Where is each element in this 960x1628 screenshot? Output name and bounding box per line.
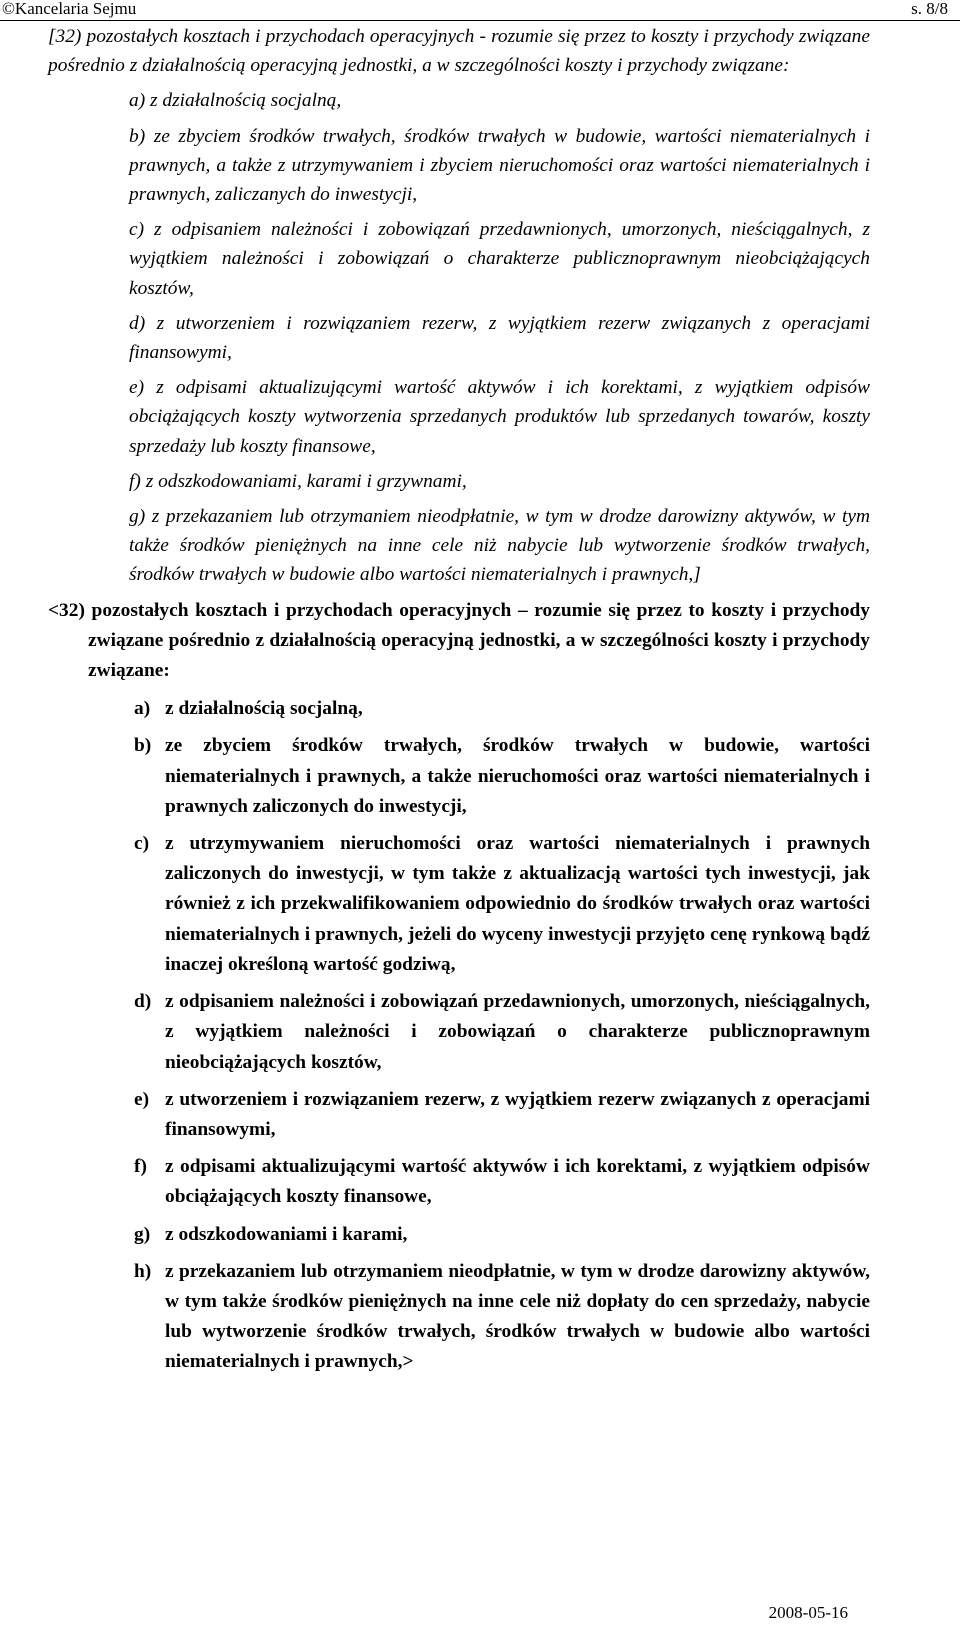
- item-label: d): [134, 991, 152, 1013]
- item-label: e): [134, 1088, 150, 1110]
- new-item-h: [134, 1257, 870, 1378]
- new-item-e: [134, 1085, 870, 1145]
- item-label: a): [134, 698, 151, 720]
- new-item-f: [134, 1152, 870, 1212]
- item-label: h): [134, 1260, 152, 1282]
- new-intro-paragraph: <32) pozostałych kosztach i przychodach operacyjnych – rozumie się przez to koszty i przychody związane pośrednio z działalnością operacyjną jednostki, a w szczególności koszty i przychody związane:: [48, 599, 870, 682]
- new-item-d: [134, 987, 870, 1078]
- page-header: [0, 0, 960, 21]
- old-intro-paragraph: [32) pozostałych kosztach i przychodach operacyjnych - rozumie się przez to koszty i przychody związane pośrednio z działalnością operacyjną jednostki, a w szczególności koszty i przychody związane:: [48, 26, 870, 77]
- item-text: z utworzeniem i rozwiązaniem rezerw, z wyjątkiem rezerw związanych z operacjami finansowymi,: [165, 1088, 870, 1140]
- item-text: z odpisaniem należności i zobowiązań przedawnionych, umorzonych, nieściągalnych, z wyjątkiem należności i zobowiązań o charakterze publicznoprawnym nieobciążających kosztów,: [165, 991, 870, 1073]
- old-item-c: c) z odpisaniem należności i zobowiązań przedawnionych, umorzonych, nieściągalnych, z wyjątkiem należności i zobowiązań o charakterze publicznoprawnym nieobciążających kosztów,: [129, 219, 870, 299]
- old-item-f: f) z odszkodowaniami, karami i grzywnami,: [129, 470, 467, 492]
- item-text: z działalnością socjalną,: [165, 698, 363, 720]
- header-copyright: ©Kancelaria Sejmu: [2, 0, 137, 18]
- item-label: f): [134, 1156, 147, 1178]
- old-text-section: [48, 22, 870, 590]
- new-text-section: [48, 596, 870, 1378]
- item-text: z utrzymywaniem nieruchomości oraz wartości niematerialnych i prawnych zaliczonych do inwestycji, w tym także z aktualizacją wartości tych inwestycji, jak również z ich przekwalifikowaniem odpowiednio do środków trwałych oraz wartości niematerialnych i prawnych, jeżeli do wyceny inwestycji przyjęto cenę rynkową bądź inaczej określoną wartość godziwą,: [165, 833, 870, 975]
- old-item-e: e) z odpisami aktualizującymi wartość aktywów i ich korektami, z wyjątkiem odpisów obciążających koszty wytworzenia sprzedanych produktów lub sprzedanych towarów, koszty sprzedaży lub koszty finansowe,: [129, 377, 870, 457]
- item-label: b): [134, 735, 152, 757]
- item-text: z odpisami aktualizującymi wartość aktywów i ich korektami, z wyjątkiem odpisów obciążających koszty finansowe,: [165, 1156, 870, 1208]
- item-text: z odszkodowaniami i karami,: [165, 1223, 408, 1245]
- old-item-b: b) ze zbyciem środków trwałych, środków trwałych w budowie, wartości niematerialnych i prawnych, a także z utrzymywaniem i zbyciem nieruchomości oraz wartości niematerialnych i prawnych, zaliczanych do inwestycji,: [129, 125, 870, 206]
- new-item-c: [134, 829, 870, 980]
- old-item-d: d) z utworzeniem i rozwiązaniem rezerw, z wyjątkiem rezerw związanych z operacjami finansowymi,: [129, 312, 870, 364]
- item-text: z przekazaniem lub otrzymaniem nieodpłatnie, w tym w drodze darowizny aktywów, w tym także środków pieniężnych na inne cele niż dopłaty do cen sprzedaży, nabycie lub wytworzenie środków trwałych, środków trwałych w budowie albo wartości niematerialnych i prawnych,>: [165, 1260, 870, 1373]
- item-label: c): [134, 833, 150, 855]
- new-item-g: [134, 1220, 870, 1250]
- old-item-a: a) z działalnością socjalną,: [129, 90, 342, 112]
- footer-date: 2008-05-16: [768, 1603, 848, 1622]
- item-label: g): [134, 1223, 151, 1245]
- item-text: ze zbyciem środków trwałych, środków trwałych w budowie, wartości niematerialnych i prawnych, a także nieruchomości oraz wartości niematerialnych i prawnych zaliczonych do inwestycji,: [165, 735, 870, 817]
- new-item-a: [134, 694, 870, 724]
- old-item-g: g) z przekazaniem lub otrzymaniem nieodpłatnie, w tym w drodze darowizny aktywów, w tym także środków pieniężnych na inne cele niż nabycie lub wytworzenie środków trwałych, środków trwałych w budowie albo wartości niematerialnych i prawnych,]: [129, 506, 870, 586]
- new-item-b: [134, 731, 870, 822]
- header-page-number: s. 8/8: [911, 0, 948, 18]
- document-body: [48, 22, 870, 1378]
